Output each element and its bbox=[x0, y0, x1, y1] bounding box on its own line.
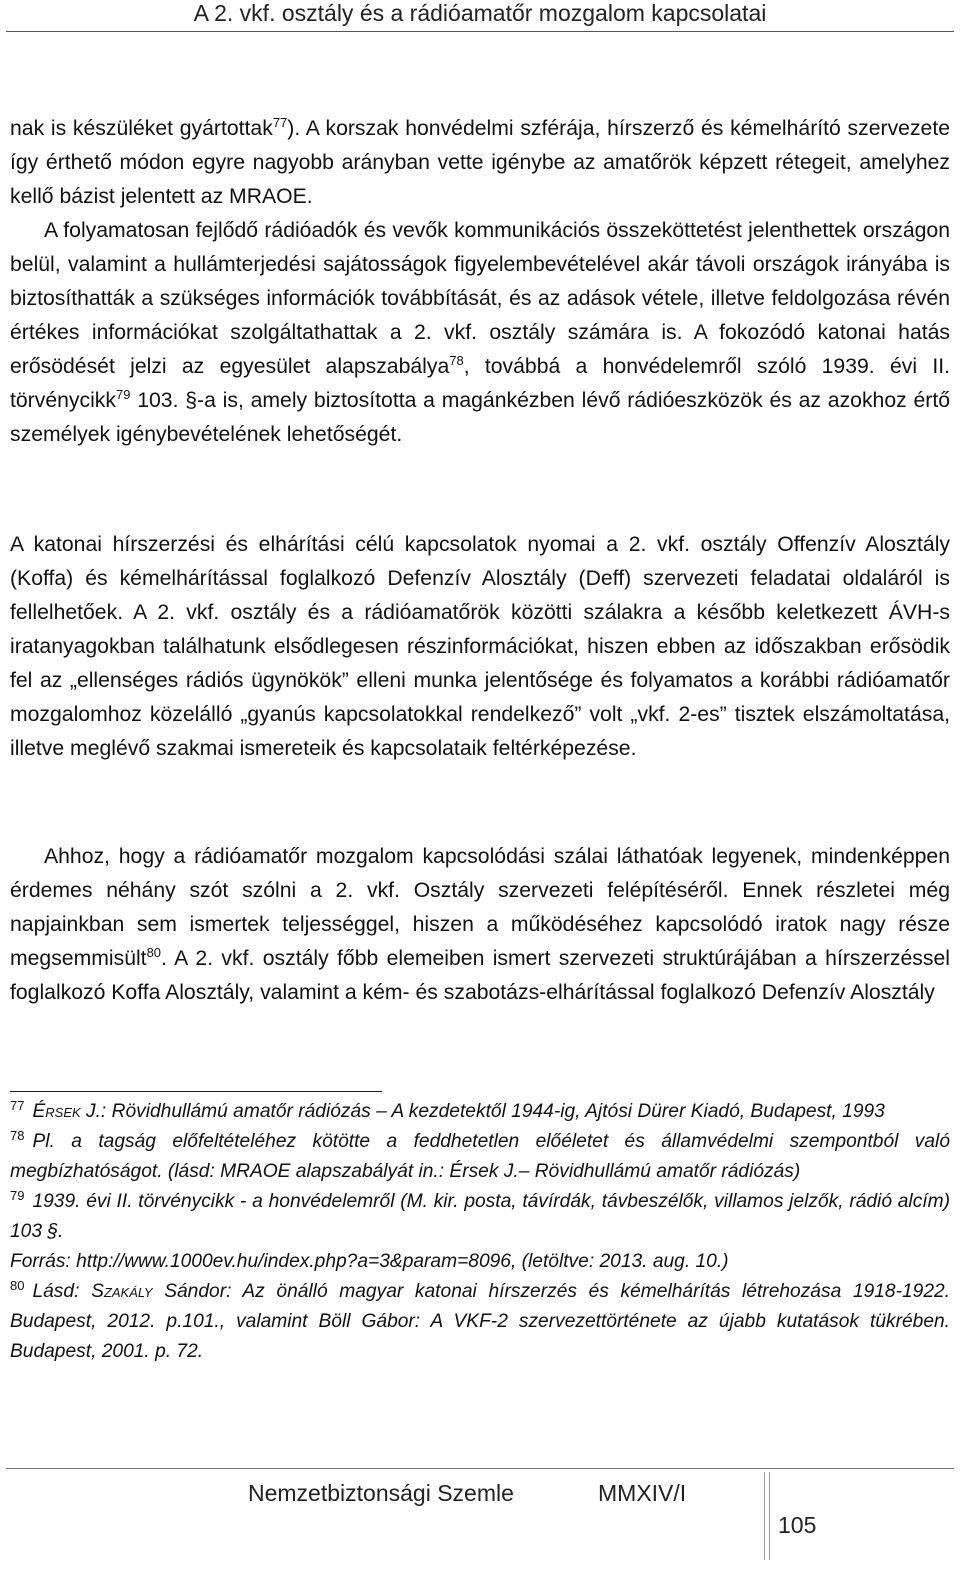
header-divider bbox=[6, 31, 954, 32]
footnote-ref-77[interactable]: 77 bbox=[272, 114, 288, 130]
footnote-78-number: 78 bbox=[10, 1127, 25, 1143]
footnote-ref-79[interactable]: 79 bbox=[115, 386, 131, 402]
paragraph-4-text-a: Ahhoz, hogy a rádióamatőr mozgalom kapcsolódási szálai láthatóak legyenek, mindenképpen érdemes néhány szót szólni a 2. vkf. Osztály szervezeti felépítéséről. Ennek részletei még napjainkban sem ismertek teljességgel, hiszen a működéséhez kapcsolódó iratok nagy része megsemmisült bbox=[10, 845, 950, 970]
footnote-separator bbox=[10, 1091, 382, 1092]
ornament-bar-1 bbox=[764, 1472, 765, 1560]
footnote-78 bbox=[10, 1127, 950, 1187]
footnote-79-number: 79 bbox=[10, 1187, 25, 1203]
footnote-77 bbox=[10, 1097, 950, 1127]
footnote-80-prefix: Lásd: bbox=[32, 1281, 92, 1302]
paragraph-1 bbox=[10, 112, 950, 214]
footnote-80-author: Szakály bbox=[91, 1281, 153, 1302]
paragraph-3: A katonai hírszerzési és elhárítási célú kapcsolatok nyomai a 2. vkf. osztály Offenzív Alosztály (Koffa) és kémelhárítással foglalkozó Defenzív Alosztály (Deff) szervezeti feladatai oldaláról is fellelhetőek. A 2. vkf. osztály és a rádióamatőrök közötti szálakra a később keletkezett ÁVH-s iratanyagokban találhatunk elsődlegesen részinformációkat, hiszen ebben az időszakban erősödik fel az „ellenséges rádiós ügynökök” elleni munka jelentősége és folyamatos a korábbi rádióamatőr mozgalomhoz közelálló „gyanús kapcsolatokkal rendelkező” volt „vkf. 2-es” tisztek elszámoltatása, illetve meglévő szakmai ismereteik és kapcsolataik feltérképezése. bbox=[10, 533, 950, 760]
footnote-77-author: Érsek bbox=[32, 1101, 81, 1122]
journal-name: Nemzetbiztonsági Szemle bbox=[248, 1480, 514, 1506]
footer-divider bbox=[6, 1468, 954, 1469]
paragraph-4 bbox=[10, 840, 950, 1010]
footnote-80-text: Sándor: Az önálló magyar katonai hírszerzés és kémelhárítás létrehozása 1918-1922. Budapest, 2012. p.101., valamint Böll Gábor: A VKF-2 szervezettörténete az újabb kutatások tükrében. Budapest, 2001. p. 72. bbox=[10, 1281, 950, 1362]
footnote-80 bbox=[10, 1277, 950, 1367]
footnote-ref-78[interactable]: 78 bbox=[449, 352, 464, 368]
paragraph-2-text-c: 103. §-a is, amely biztosította a magánkézben lévő rádióeszközök és az azokhoz értő személyek igénybevételének lehetőségét. bbox=[10, 389, 950, 446]
running-header: A 2. vkf. osztály és a rádióamatőr mozgalom kapcsolatai bbox=[193, 0, 767, 26]
paragraph-4-text-b: . A 2. vkf. osztály főbb elemeiben ismert szervezeti struktúrájában a hírszerzéssel foglalkozó Koffa Alosztály, valamint a kém- és szabotázs-elhárítással foglalkozó Defenzív Alosztály bbox=[10, 947, 950, 1004]
paragraph-2-text-b: , továbbá a honvédelemről szóló 1939. évi II. törvénycikk bbox=[10, 355, 950, 412]
paragraph-2-text-a: A folyamatosan fejlődő rádióadók és vevők kommunikációs összeköttetést jelenthettek országon belül, valamint a hullámterjedési sajátosságok figyelembevételével akár távoli országok irányába is biztosíthatták a szükséges információk továbbítását, és az adások vétele, illetve feldolgozása révén értékes információkat szolgáltathattak a 2. vkf. osztály számára is. A fokozódó katonai hatás erősödését jelzi az egyesület alapszabálya bbox=[10, 219, 950, 378]
footnotes bbox=[10, 1097, 950, 1367]
page-number: 105 bbox=[778, 1512, 817, 1538]
footnote-77-number: 77 bbox=[10, 1097, 25, 1113]
paragraph-1-text-a: nak is készüléket gyártottak bbox=[10, 117, 273, 140]
footnote-79-text: 1939. évi II. törvénycikk - a honvédelemről (M. kir. posta, távírdák, távbeszélők, villamos jelzők, rádió alcím) 103 §. bbox=[10, 1191, 950, 1242]
footnote-78-text: Pl. a tagság előfeltételéhez kötötte a feddhetetlen előéletet és államvédelmi szempontból való megbízhatóságot. (lásd: MRAOE alapszabályát in.: Érsek J.– Rövidhullámú amatőr rádiózás) bbox=[10, 1131, 950, 1182]
issue-number: MMXIV/I bbox=[598, 1480, 687, 1506]
footnote-79 bbox=[10, 1187, 950, 1247]
paragraph-1-text-b: ). A korszak honvédelmi szférája, hírszerző és kémelhárító szervezete így érthető módon egyre nagyobb arányban vette igénybe az amatőrök képzett rétegeit, amelyhez kellő bázist jelentett az MRAOE. bbox=[10, 117, 950, 208]
footnote-ref-80[interactable]: 80 bbox=[146, 944, 162, 960]
footnote-79-source[interactable]: Forrás: http://www.1000ev.hu/index.php?a=3&param=8096, (letöltve: 2013. aug. 10.) bbox=[10, 1251, 729, 1272]
footnote-77-text: J.: Rövidhullámú amatőr rádiózás – A kezdetektől 1944-ig, Ajtósi Dürer Kiadó, Budapest, 1993 bbox=[80, 1101, 885, 1122]
paragraph-2 bbox=[10, 214, 950, 452]
ornament-bar-2 bbox=[769, 1472, 770, 1560]
footnote-80-number: 80 bbox=[10, 1277, 25, 1293]
